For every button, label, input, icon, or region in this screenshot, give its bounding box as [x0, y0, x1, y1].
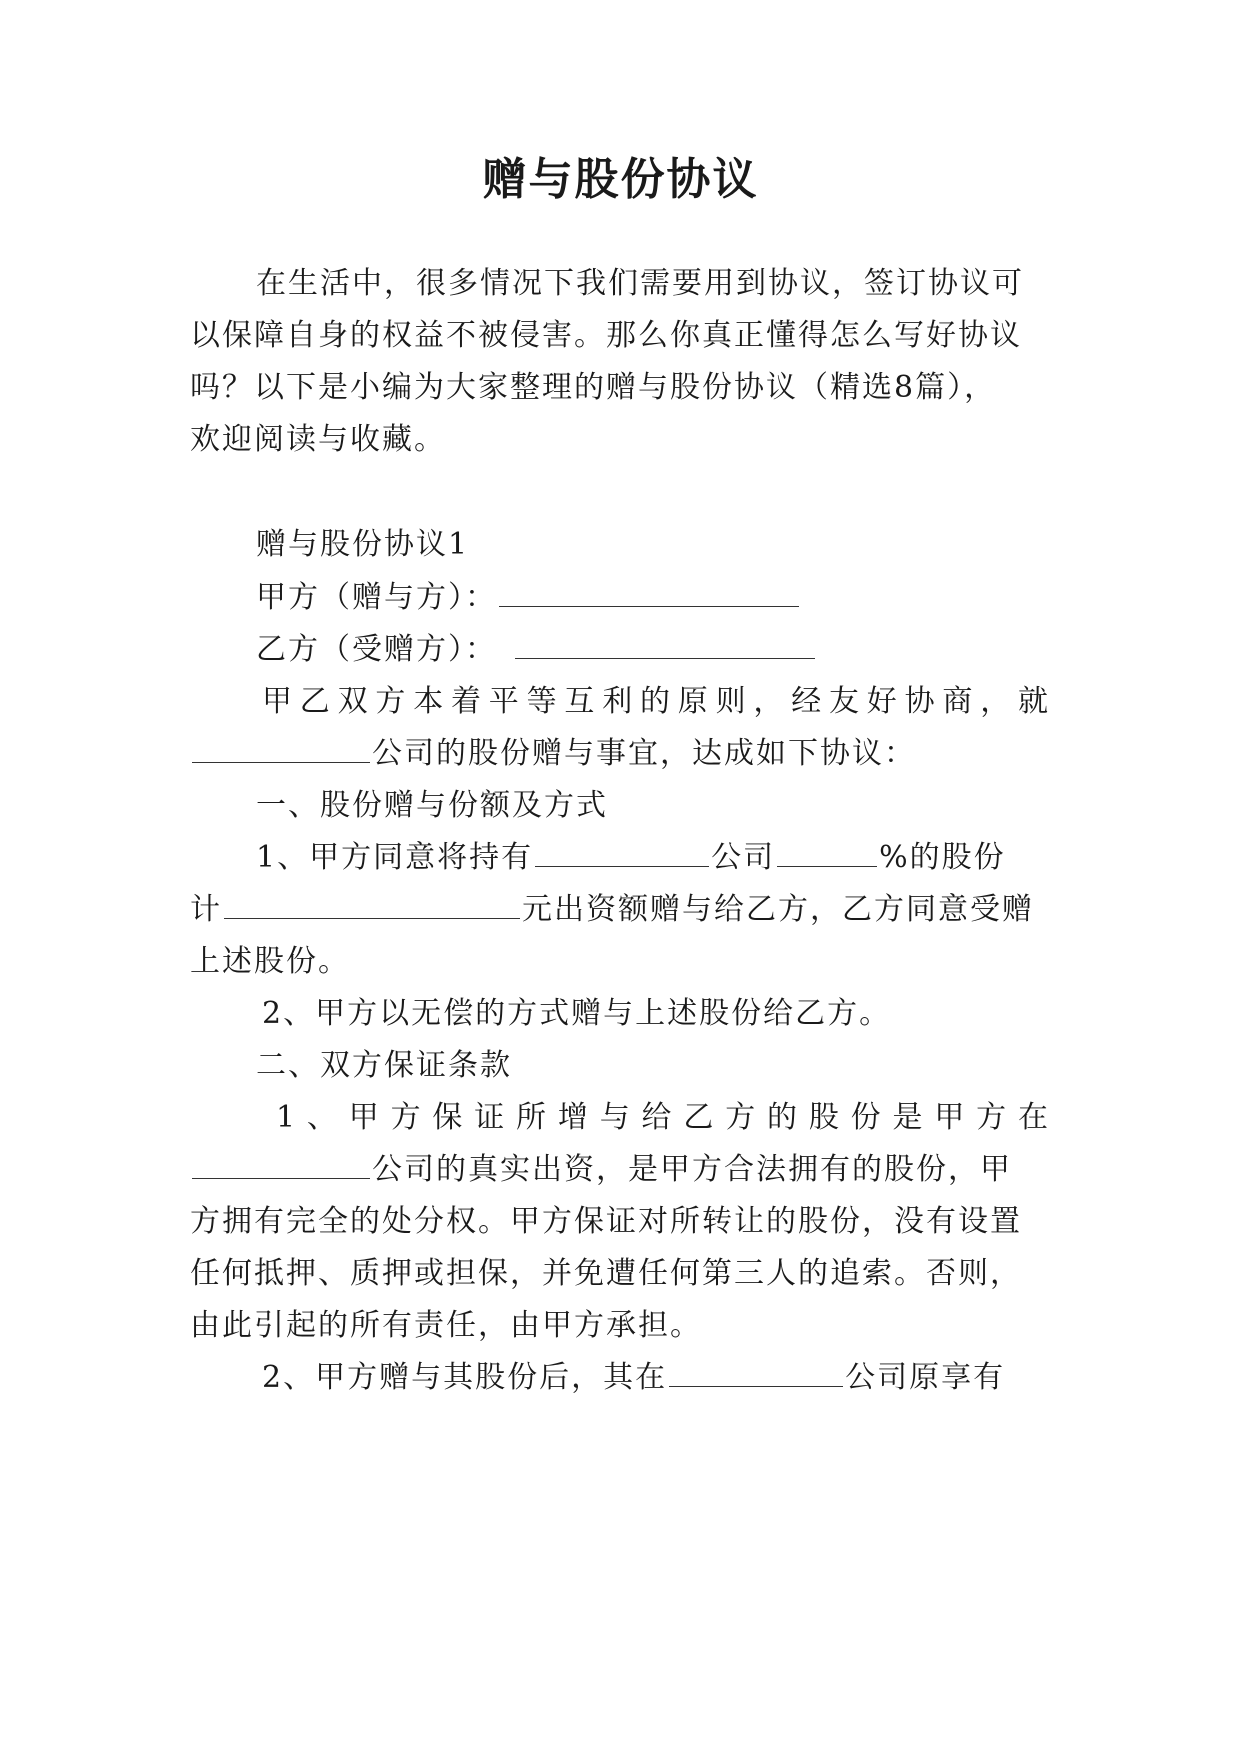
- clause-line: 任何抵押、质押或担保，并免遭任何第三人的追索。否则，: [190, 1256, 1022, 1291]
- section-heading: 赠与股份协议1: [256, 527, 470, 562]
- clause-line: [190, 890, 1050, 930]
- company-blank: [192, 736, 370, 763]
- clause-line: 2、甲方以无偿的方式赠与上述股份给乙方。: [262, 996, 892, 1031]
- party-b-blank: [515, 632, 815, 659]
- clause-line: 方拥有完全的处分权。甲方保证对所转让的股份，没有设置: [190, 1204, 1022, 1239]
- party-a-line: [256, 578, 1050, 618]
- clause-line: [190, 1150, 1050, 1190]
- company-blank: [535, 840, 709, 867]
- clause-line: [262, 1358, 1122, 1398]
- percent-blank: [777, 840, 877, 867]
- intro-line: 以保障自身的权益不被侵害。那么你真正懂得怎么写好协议: [190, 318, 1022, 353]
- document-title: 赠与股份协议: [482, 154, 759, 205]
- company-blank: [669, 1360, 843, 1387]
- intro-line: 欢迎阅读与收藏。: [190, 422, 446, 457]
- clause-text: 元出资额赠与给乙方，乙方同意受赠: [522, 892, 1034, 927]
- amount-blank: [224, 892, 520, 919]
- clause-line: 由此引起的所有责任，由甲方承担。: [190, 1308, 702, 1343]
- clause-text: 计: [190, 892, 222, 927]
- intro-line: 在生活中，很多情况下我们需要用到协议，签订协议可: [256, 266, 1024, 301]
- clause-line: 上述股份。: [190, 944, 350, 979]
- party-a-label: 甲方（赠与方）：: [256, 580, 497, 615]
- clause-text: 公司原享有: [845, 1360, 1006, 1395]
- clause-text: 公司: [711, 840, 776, 875]
- clause-text: 2、甲方赠与其股份后，其在: [262, 1360, 668, 1395]
- article-heading: 二、双方保证条款: [256, 1048, 512, 1083]
- article-heading: 一、股份赠与份额及方式: [256, 788, 608, 823]
- party-b-label: 乙方（受赠方）：: [256, 632, 497, 667]
- intro-line: 吗？以下是小编为大家整理的赠与股份协议（精选8篇），: [190, 370, 997, 405]
- clause-text: %的股份: [879, 840, 1006, 875]
- preamble-line-2: [190, 734, 1050, 774]
- company-blank: [192, 1152, 370, 1179]
- clause-line: 1、甲方保证所增与给乙方的股份是甲方在: [276, 1100, 1050, 1135]
- party-a-blank: [499, 580, 799, 607]
- clause-text: 公司的真实出资，是甲方合法拥有的股份，甲: [372, 1152, 1012, 1187]
- preamble-line: 甲乙双方本着平等互利的原则，经友好协商，就: [262, 684, 1050, 719]
- clause-text: 1、甲方同意将持有: [256, 840, 534, 875]
- clause-line: [256, 838, 1050, 878]
- preamble-text: 公司的股份赠与事宜，达成如下协议：: [372, 736, 916, 771]
- party-b-line: [256, 630, 1050, 670]
